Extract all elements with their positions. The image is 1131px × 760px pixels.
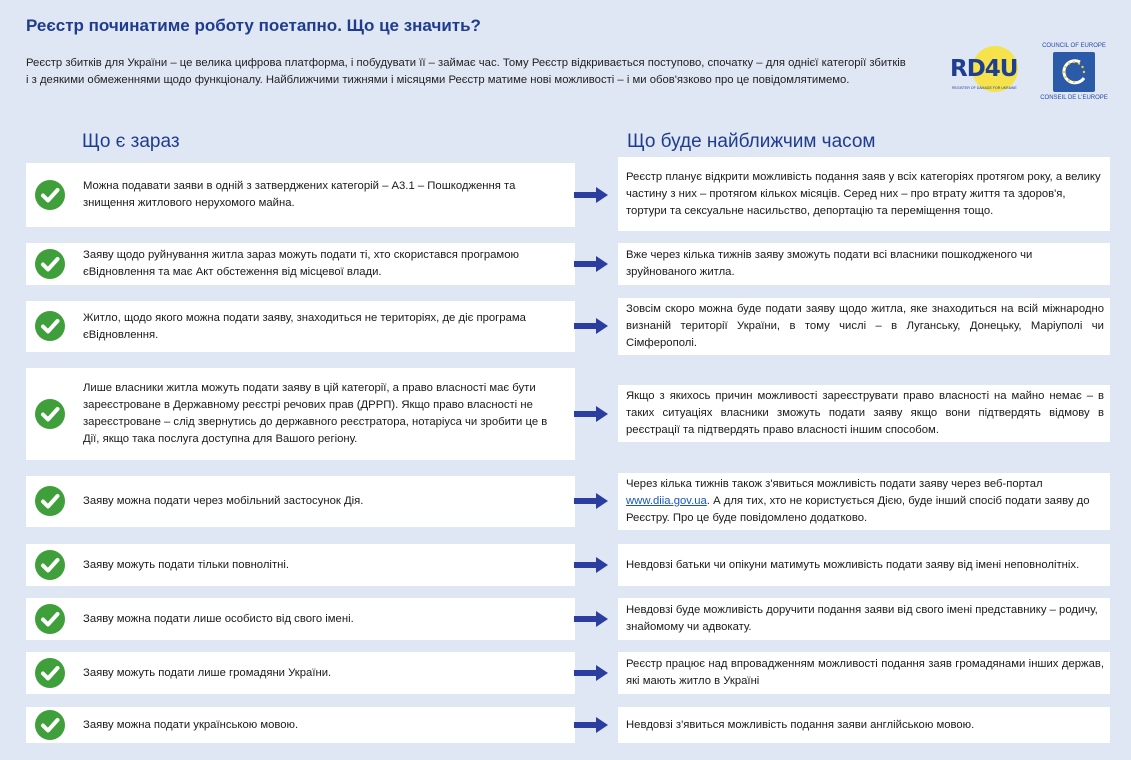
now-box bbox=[26, 301, 575, 352]
diia-portal-link[interactable]: www.diia.gov.ua bbox=[626, 495, 707, 507]
comparison-row bbox=[26, 598, 1110, 640]
soon-box bbox=[618, 298, 1110, 355]
soon-text: Невдовзі батьки чи опікуни матимуть можливість подати заяву від імені неповнолітніх. bbox=[626, 558, 1080, 571]
coe-title-fr: CONSEIL DE L'EUROPE bbox=[1040, 95, 1108, 101]
now-text: Заяву можна подати лише особисто від свого імені. bbox=[83, 612, 354, 625]
comparison-row bbox=[26, 157, 1110, 231]
arrow-right-icon bbox=[574, 318, 608, 334]
check-icon bbox=[35, 180, 65, 210]
soon-text-before-link: Через кілька тижнів також з'явиться можливість подати заяву через веб-портал bbox=[626, 478, 1043, 490]
column-header-soon: Що буде найближчим часом bbox=[627, 131, 876, 152]
check-icon bbox=[35, 604, 65, 634]
now-text: Заяву щодо руйнування житла зараз можуть подати ті, хто скористався програмою єВідновлення та має Акт обстеження від місцевої влади. bbox=[83, 249, 519, 278]
comparison-row bbox=[26, 473, 1110, 530]
soon-text: Реєстр працює над впровадженням можливості подання заяв громадянами інших держав, які мають житло в Україні bbox=[626, 658, 1104, 687]
soon-text bbox=[626, 476, 1104, 527]
soon-box bbox=[618, 157, 1110, 231]
comparison-row bbox=[26, 544, 1110, 586]
check-icon bbox=[35, 550, 65, 580]
check-icon bbox=[35, 399, 65, 429]
rd4u-logo-subtitle: REGISTER OF DAMAGE FOR UKRAINE bbox=[952, 86, 1017, 90]
soon-box bbox=[618, 243, 1110, 285]
arrow-right-icon bbox=[574, 557, 608, 573]
soon-text: Якщо з якихось причин можливості зареєструвати право власності на майно немає – в таких ситуаціях власники зможуть подати заяву якщо вони підтвердять відмову в реєстрації та підтвердять право власності іншим способом. bbox=[626, 390, 1104, 436]
intro-text: Реєстр збитків для України – це велика цифрова платформа, і побудувати її – займає час. Тому Реєстр відкривається поступово, спочатку – для однієї категорії збитків і з деякими обмеженнями щодо функціоналу. Найближчими тижнями і місяцями Реєстр матиме нові можливості – і ми обов'язково про це повідомлятимемо. bbox=[26, 57, 906, 86]
now-text: Лише власники житла можуть подати заяву в цій категорії, а право власності має бути зареєстроване в Державному реєстрі речових прав (ДРРП). Якщо право власності не зареєстроване – слід звернутись до державного реєстратора, нотаріуса чи зробити це в Дії, якщо така послуга доступна для Вашого регіону. bbox=[83, 382, 548, 445]
logos bbox=[946, 42, 1116, 112]
soon-text: Зовсім скоро можна буде подати заяву щодо житла, яке знаходиться на всій міжнародно визнаній території України, в тому числі – в Луганську, Донецьку, Маріуполі чи Сімферополі. bbox=[626, 303, 1104, 349]
now-text: Можна подавати заяви в одній з затверджених категорій – А3.1 – Пошкодження та знищення житлового нерухомого майна. bbox=[83, 180, 516, 209]
check-icon bbox=[35, 249, 65, 279]
soon-text: Реєстр планує відкрити можливість подання заяв у всіх категоріях протягом року, а велику частину з них – протягом кількох місяців. Серед них – про втрату життя та здоров'я, тортури та сексуальне насильство, депортацію та переміщення тощо. bbox=[626, 170, 1101, 217]
arrow-right-icon bbox=[574, 187, 608, 203]
arrow-right-icon bbox=[574, 493, 608, 509]
check-icon bbox=[35, 486, 65, 516]
soon-text: Невдовзі з'явиться можливість подання заяви англійською мовою. bbox=[626, 718, 975, 731]
soon-text: Вже через кілька тижнів заяву зможуть подати всі власники пошкодженого чи зруйнованого житла. bbox=[626, 249, 1033, 278]
coe-emblem-icon bbox=[1053, 52, 1095, 92]
arrow-right-icon bbox=[574, 665, 608, 681]
soon-box bbox=[618, 544, 1110, 586]
comparison-row bbox=[26, 298, 1110, 355]
page-title: Реєстр починатиме роботу поетапно. Що це значить? bbox=[26, 16, 481, 35]
now-text: Заяву можуть подати тільки повнолітні. bbox=[83, 558, 290, 571]
soon-box bbox=[618, 473, 1110, 530]
now-box bbox=[26, 652, 575, 694]
arrow-right-icon bbox=[574, 406, 608, 422]
soon-box bbox=[618, 598, 1110, 640]
now-box bbox=[26, 163, 575, 227]
soon-text-after-link: . А для тих, хто не користується Дією, буде інший спосіб подати заяву до Реєстру. Про це буде повідомлено додатково. bbox=[626, 495, 1090, 524]
soon-box bbox=[618, 385, 1110, 442]
comparison-row bbox=[26, 707, 1110, 743]
arrow-right-icon bbox=[574, 611, 608, 627]
council-of-europe-logo bbox=[1034, 42, 1114, 108]
column-header-now: Що є зараз bbox=[82, 131, 180, 152]
now-text: Заяву можна подати через мобільний застосунок Дія. bbox=[83, 495, 364, 507]
comparison-row bbox=[26, 243, 1110, 285]
rd4u-logo bbox=[950, 46, 1026, 100]
now-box bbox=[26, 544, 575, 586]
check-icon bbox=[35, 658, 65, 688]
now-text: Житло, щодо якого можна подати заяву, знаходиться не територіях, де діє програма єВідновлення. bbox=[83, 311, 526, 341]
soon-box bbox=[618, 652, 1110, 694]
rd4u-logo-text: RD4U bbox=[950, 56, 1018, 82]
comparison-row bbox=[26, 652, 1110, 694]
now-box bbox=[26, 476, 575, 527]
arrow-right-icon bbox=[574, 717, 608, 733]
soon-text: Невдовзі буде можливість доручити подання заяви від свого імені представнику – родичу, знайомому чи адвокату. bbox=[626, 604, 1098, 633]
now-text: Заяву можуть подати лише громадяни України. bbox=[83, 666, 332, 679]
now-text: Заяву можна подати українською мовою. bbox=[83, 718, 299, 731]
check-icon bbox=[35, 311, 65, 341]
now-box bbox=[26, 598, 575, 640]
now-box bbox=[26, 368, 575, 460]
coe-title-en: COUNCIL OF EUROPE bbox=[1042, 43, 1106, 49]
now-box bbox=[26, 243, 575, 285]
soon-box bbox=[618, 707, 1110, 743]
comparison-row bbox=[26, 368, 1110, 460]
now-box bbox=[26, 707, 575, 743]
check-icon bbox=[35, 710, 65, 740]
arrow-right-icon bbox=[574, 256, 608, 272]
